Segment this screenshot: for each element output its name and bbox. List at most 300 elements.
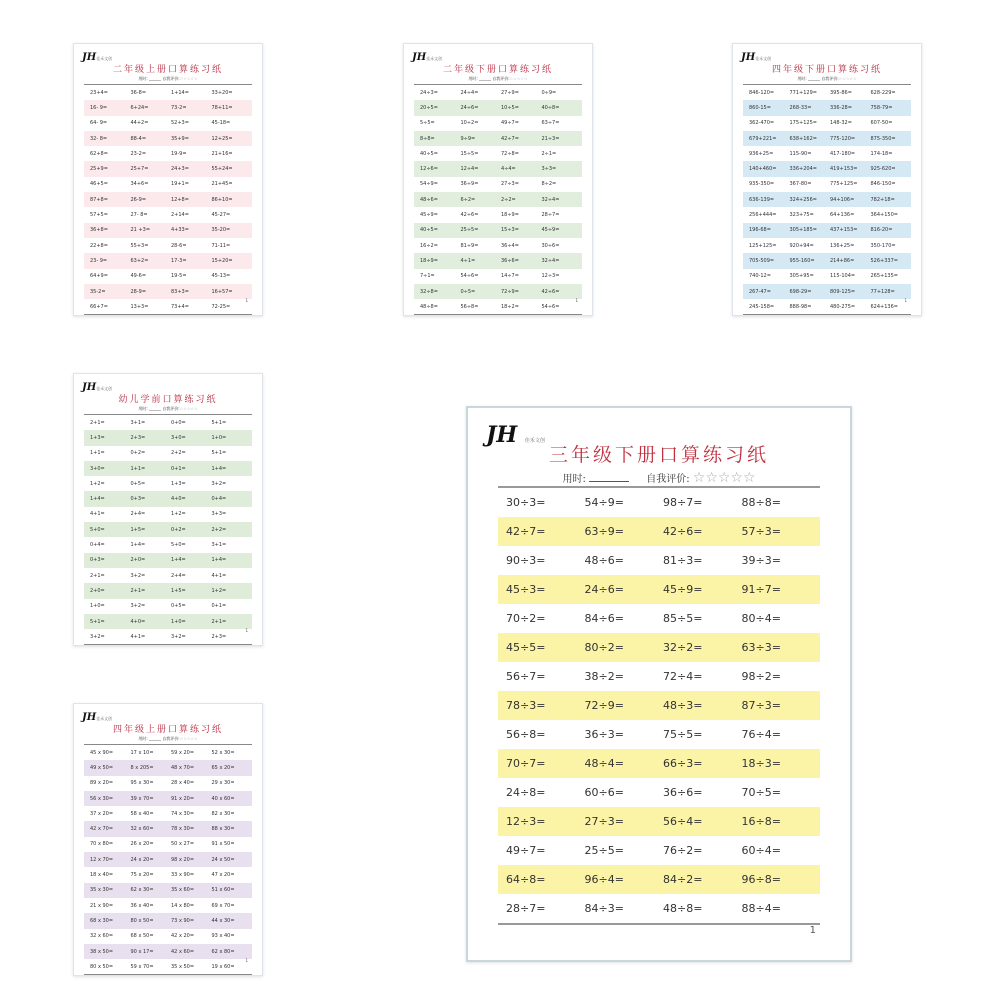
problem-cell[interactable]: 64- 9= xyxy=(90,120,108,127)
problem-cell[interactable]: 0÷5= xyxy=(460,288,476,295)
problem-cell[interactable]: 80 x 50= xyxy=(130,917,154,924)
problem-cell[interactable]: 81÷3= xyxy=(663,554,703,567)
problem-cell[interactable]: 75÷5= xyxy=(663,728,703,741)
problem-cell[interactable]: 62+8= xyxy=(90,150,108,157)
problem-cell[interactable]: 846-120= xyxy=(749,89,775,96)
problem-cell[interactable]: 64+9= xyxy=(90,273,108,280)
problem-cell[interactable]: 94+106= xyxy=(830,196,855,203)
problem-cell[interactable]: 48÷6= xyxy=(584,554,624,567)
problem-cell[interactable]: 45 x 90= xyxy=(90,749,114,756)
problem-cell[interactable]: 3+2= xyxy=(130,572,146,579)
problem-cell[interactable]: 82 x 30= xyxy=(211,810,235,817)
problem-cell[interactable]: 33+20= xyxy=(211,89,233,96)
problem-cell[interactable]: 78+11= xyxy=(211,104,233,111)
problem-cell[interactable]: 26 x 20= xyxy=(130,841,154,848)
problem-cell[interactable]: 47 x 20= xyxy=(211,872,235,879)
problem-cell[interactable]: 265+135= xyxy=(870,273,898,280)
problem-cell[interactable]: 24 x 20= xyxy=(130,856,154,863)
worksheet-grade2-first[interactable] xyxy=(73,43,263,316)
problem-cell[interactable]: 80÷4= xyxy=(741,612,781,625)
problem-cell[interactable]: 0+5= xyxy=(171,603,186,610)
problem-cell[interactable]: 1+4= xyxy=(211,465,227,472)
problem-cell[interactable]: 395-86= xyxy=(830,89,852,96)
problem-cell[interactable]: 4+0= xyxy=(171,496,186,503)
problem-cell[interactable]: 44+2= xyxy=(130,120,149,127)
problem-cell[interactable]: 24÷6= xyxy=(460,104,479,111)
problem-cell[interactable]: 636-139= xyxy=(749,196,775,203)
problem-cell[interactable]: 0+4= xyxy=(90,542,105,549)
problem-cell[interactable]: 1+0= xyxy=(90,603,105,610)
problem-cell[interactable]: 4÷1= xyxy=(460,257,476,264)
problem-cell[interactable]: 45-27= xyxy=(211,212,231,219)
problem-cell[interactable]: 71-11= xyxy=(211,242,231,249)
problem-cell[interactable]: 1+2= xyxy=(211,587,227,594)
problem-cell[interactable]: 4+1= xyxy=(211,572,227,579)
problem-cell[interactable]: 875-350= xyxy=(870,135,896,142)
problem-cell[interactable]: 21 +3= xyxy=(130,227,151,234)
problem-cell[interactable]: 56÷8= xyxy=(460,303,479,310)
problem-cell[interactable]: 18÷3= xyxy=(741,757,781,770)
problem-cell[interactable]: 25+7= xyxy=(130,166,149,173)
problem-cell[interactable]: 96÷8= xyxy=(741,873,781,886)
problem-cell[interactable]: 2+3= xyxy=(130,434,146,441)
problem-cell[interactable]: 42÷6= xyxy=(460,212,479,219)
problem-cell[interactable]: 2+1= xyxy=(130,587,146,594)
problem-cell[interactable]: 28-9= xyxy=(130,288,147,295)
problem-cell[interactable]: 350-170= xyxy=(870,242,896,249)
problem-cell[interactable]: 40 x 60= xyxy=(211,795,235,802)
problem-cell[interactable]: 72-25= xyxy=(211,303,231,310)
problem-cell[interactable]: 59 x 70= xyxy=(130,963,154,970)
problem-cell[interactable]: 84÷2= xyxy=(663,873,703,886)
problem-cell[interactable]: 52+3= xyxy=(171,120,189,127)
problem-cell[interactable]: 75 x 20= xyxy=(130,872,154,879)
problem-cell[interactable]: 42 x 70= xyxy=(90,826,114,833)
problem-cell[interactable]: 336+204= xyxy=(789,166,817,173)
problem-cell[interactable]: 16- 9= xyxy=(90,104,108,111)
problem-cell[interactable]: 40÷8= xyxy=(541,104,560,111)
problem-cell[interactable]: 1+5= xyxy=(171,587,186,594)
problem-cell[interactable]: 698-29= xyxy=(789,288,812,295)
problem-cell[interactable]: 45÷9= xyxy=(420,212,438,219)
problem-cell[interactable]: 256+444= xyxy=(749,212,777,219)
problem-cell[interactable]: 2+2= xyxy=(211,526,227,533)
problem-cell[interactable]: 45÷3= xyxy=(506,583,546,596)
problem-cell[interactable]: 88 x 30= xyxy=(211,826,235,833)
problem-cell[interactable]: 5+1= xyxy=(211,419,227,426)
problem-cell[interactable]: 12÷3= xyxy=(506,815,546,828)
problem-cell[interactable]: 84÷3= xyxy=(584,902,624,915)
problem-cell[interactable]: 14 x 80= xyxy=(171,902,195,909)
problem-cell[interactable]: 34+6= xyxy=(130,181,149,188)
problem-cell[interactable]: 36+8= xyxy=(90,227,108,234)
problem-cell[interactable]: 3+2= xyxy=(211,480,227,487)
problem-cell[interactable]: 607-50= xyxy=(870,120,893,127)
problem-cell[interactable]: 3+1= xyxy=(130,419,146,426)
problem-cell[interactable]: 32÷2= xyxy=(663,641,703,654)
problem-cell[interactable]: 3÷3= xyxy=(541,166,557,173)
problem-cell[interactable]: 5÷5= xyxy=(420,120,435,127)
problem-cell[interactable]: 70÷2= xyxy=(506,612,546,625)
problem-cell[interactable]: 36-8= xyxy=(130,89,147,96)
problem-cell[interactable]: 10÷5= xyxy=(501,104,519,111)
problem-cell[interactable]: 5+0= xyxy=(171,542,186,549)
problem-cell[interactable]: 36 x 40= xyxy=(130,902,154,909)
problem-cell[interactable]: 32- 8= xyxy=(90,135,108,142)
problem-cell[interactable]: 19-9= xyxy=(171,150,187,157)
problem-cell[interactable]: 63+2= xyxy=(130,257,149,264)
problem-cell[interactable]: 45÷9= xyxy=(663,583,703,596)
problem-cell[interactable]: 148-32= xyxy=(830,120,852,127)
problem-cell[interactable]: 0+2= xyxy=(171,526,186,533)
problem-cell[interactable]: 45-13= xyxy=(211,273,231,280)
problem-cell[interactable]: 5+1= xyxy=(90,618,105,625)
problem-cell[interactable]: 362-470= xyxy=(749,120,775,127)
problem-cell[interactable]: 305+95= xyxy=(789,273,814,280)
problem-cell[interactable]: 45÷9= xyxy=(541,227,560,234)
problem-cell[interactable]: 4+1= xyxy=(130,633,146,640)
problem-cell[interactable]: 98÷7= xyxy=(663,496,703,509)
time-blank[interactable] xyxy=(589,481,629,482)
problem-cell[interactable]: 23+4= xyxy=(90,89,108,96)
problem-cell[interactable]: 5+0= xyxy=(90,526,105,533)
problem-cell[interactable]: 35 x 60= xyxy=(171,887,195,894)
problem-cell[interactable]: 90 x 17= xyxy=(130,948,154,955)
problem-cell[interactable]: 35 x 30= xyxy=(90,887,114,894)
problem-cell[interactable]: 367-80= xyxy=(789,181,812,188)
problem-cell[interactable]: 76÷4= xyxy=(741,728,781,741)
problem-cell[interactable]: 56÷8= xyxy=(506,728,546,741)
problem-cell[interactable]: 87+8= xyxy=(90,196,108,203)
problem-cell[interactable]: 25÷5= xyxy=(460,227,479,234)
problem-cell[interactable]: 174-18= xyxy=(870,150,893,157)
problem-cell[interactable]: 925-620= xyxy=(870,166,896,173)
problem-cell[interactable]: 419+153= xyxy=(830,166,858,173)
problem-cell[interactable]: 12+25= xyxy=(211,135,233,142)
problem-cell[interactable]: 45-18= xyxy=(211,120,231,127)
problem-cell[interactable]: 48÷4= xyxy=(584,757,624,770)
problem-cell[interactable]: 0+1= xyxy=(171,465,186,472)
problem-cell[interactable]: 2+0= xyxy=(130,557,146,564)
problem-cell[interactable]: 74 x 30= xyxy=(171,810,195,817)
problem-cell[interactable]: 16÷8= xyxy=(741,815,781,828)
problem-cell[interactable]: 2+1= xyxy=(90,419,105,426)
problem-cell[interactable]: 21+16= xyxy=(211,150,233,157)
problem-cell[interactable]: 56 x 30= xyxy=(90,795,114,802)
problem-cell[interactable]: 49-6= xyxy=(130,273,147,280)
problem-cell[interactable]: 2÷1= xyxy=(541,150,557,157)
problem-cell[interactable]: 3+3= xyxy=(211,511,227,518)
problem-cell[interactable]: 91÷7= xyxy=(741,583,781,596)
problem-cell[interactable]: 638+162= xyxy=(789,135,817,142)
problem-cell[interactable]: 73+4= xyxy=(171,303,189,310)
problem-cell[interactable]: 1+4= xyxy=(90,496,105,503)
problem-cell[interactable]: 8÷8= xyxy=(420,135,435,142)
problem-cell[interactable]: 35+9= xyxy=(171,135,189,142)
problem-cell[interactable]: 87÷3= xyxy=(741,699,781,712)
problem-cell[interactable]: 42÷7= xyxy=(506,525,546,538)
problem-cell[interactable]: 72÷4= xyxy=(663,670,703,683)
problem-cell[interactable]: 36÷9= xyxy=(460,181,479,188)
problem-cell[interactable]: 42 x 20= xyxy=(171,933,195,940)
problem-cell[interactable]: 809-125= xyxy=(830,288,856,295)
problem-cell[interactable]: 437+153= xyxy=(830,227,858,234)
problem-cell[interactable]: 69 x 70= xyxy=(211,902,235,909)
problem-cell[interactable]: 936+25= xyxy=(749,150,774,157)
problem-cell[interactable]: 4+1= xyxy=(90,511,105,518)
problem-cell[interactable]: 1+14= xyxy=(171,89,189,96)
problem-cell[interactable]: 20÷5= xyxy=(420,104,438,111)
problem-cell[interactable]: 18 x 40= xyxy=(90,872,114,879)
problem-cell[interactable]: 782+18= xyxy=(870,196,895,203)
problem-cell[interactable]: 91 x 50= xyxy=(211,841,235,848)
problem-cell[interactable]: 1+2= xyxy=(171,511,186,518)
problem-cell[interactable]: 679+221= xyxy=(749,135,777,142)
worksheet-preschool[interactable] xyxy=(73,373,263,646)
worksheet-grade2-second[interactable] xyxy=(403,43,593,316)
problem-cell[interactable]: 72÷9= xyxy=(584,699,624,712)
problem-cell[interactable]: 771+129= xyxy=(789,89,817,96)
problem-cell[interactable]: 42÷6= xyxy=(541,288,560,295)
problem-cell[interactable]: 1+4= xyxy=(130,542,146,549)
problem-cell[interactable]: 72÷9= xyxy=(501,288,519,295)
problem-cell[interactable]: 4+33= xyxy=(171,227,189,234)
problem-cell[interactable]: 0+4= xyxy=(211,496,227,503)
problem-cell[interactable]: 49÷7= xyxy=(501,120,519,127)
problem-cell[interactable]: 64÷8= xyxy=(506,873,546,886)
problem-cell[interactable]: 88-4= xyxy=(130,135,147,142)
problem-cell[interactable]: 64+136= xyxy=(830,212,855,219)
problem-cell[interactable]: 28÷7= xyxy=(506,902,546,915)
problem-cell[interactable]: 42÷7= xyxy=(501,135,519,142)
problem-cell[interactable]: 52 x 30= xyxy=(211,749,235,756)
problem-cell[interactable]: 2÷2= xyxy=(501,196,516,203)
problem-cell[interactable]: 56÷4= xyxy=(663,815,703,828)
problem-cell[interactable]: 0+3= xyxy=(130,496,146,503)
problem-cell[interactable]: 63÷7= xyxy=(541,120,560,127)
problem-cell[interactable]: 1+1= xyxy=(130,465,146,472)
problem-cell[interactable]: 846-150= xyxy=(870,181,896,188)
problem-cell[interactable]: 73-2= xyxy=(171,104,187,111)
problem-cell[interactable]: 480-275= xyxy=(830,303,856,310)
problem-cell[interactable]: 88÷4= xyxy=(741,902,781,915)
problem-cell[interactable]: 888-98= xyxy=(789,303,812,310)
problem-cell[interactable]: 15+20= xyxy=(211,257,233,264)
problem-cell[interactable]: 50 x 27= xyxy=(171,841,195,848)
problem-cell[interactable]: 38 x 50= xyxy=(90,948,114,955)
problem-cell[interactable]: 15÷3= xyxy=(501,227,519,234)
problem-cell[interactable]: 66÷3= xyxy=(663,757,703,770)
problem-cell[interactable]: 28-6= xyxy=(171,242,187,249)
problem-cell[interactable]: 8 x 205= xyxy=(130,764,154,771)
problem-cell[interactable]: 2+2= xyxy=(171,450,186,457)
problem-cell[interactable]: 57÷3= xyxy=(741,525,781,538)
problem-cell[interactable]: 27÷3= xyxy=(584,815,624,828)
problem-cell[interactable]: 24+3= xyxy=(171,166,189,173)
problem-cell[interactable]: 3+0= xyxy=(90,465,105,472)
problem-cell[interactable]: 1+2= xyxy=(90,480,105,487)
problem-cell[interactable]: 48÷3= xyxy=(663,699,703,712)
problem-cell[interactable]: 2+0= xyxy=(90,587,105,594)
problem-cell[interactable]: 36÷4= xyxy=(501,242,519,249)
problem-cell[interactable]: 1+3= xyxy=(171,480,186,487)
problem-cell[interactable]: 2+14= xyxy=(171,212,189,219)
problem-cell[interactable]: 816-20= xyxy=(870,227,893,234)
problem-cell[interactable]: 1+4= xyxy=(211,557,227,564)
problem-cell[interactable]: 0+5= xyxy=(130,480,146,487)
star-rating-icon[interactable]: ☆☆☆☆☆ xyxy=(692,470,756,486)
problem-cell[interactable]: 24÷6= xyxy=(584,583,624,596)
problem-cell[interactable]: 26-9= xyxy=(130,196,147,203)
problem-cell[interactable]: 38÷2= xyxy=(584,670,624,683)
problem-cell[interactable]: 48÷6= xyxy=(420,196,438,203)
problem-cell[interactable]: 84÷6= xyxy=(584,612,624,625)
problem-cell[interactable]: 125+125= xyxy=(749,242,777,249)
problem-cell[interactable]: 3+0= xyxy=(171,434,186,441)
problem-cell[interactable]: 12÷6= xyxy=(420,166,438,173)
problem-cell[interactable]: 2+1= xyxy=(211,618,227,625)
problem-cell[interactable]: 0+1= xyxy=(211,603,227,610)
problem-cell[interactable]: 115-90= xyxy=(789,150,812,157)
problem-cell[interactable]: 54÷6= xyxy=(460,273,479,280)
problem-cell[interactable]: 23- 9= xyxy=(90,257,108,264)
problem-cell[interactable]: 32÷4= xyxy=(541,196,560,203)
problem-cell[interactable]: 21 x 90= xyxy=(90,902,114,909)
problem-cell[interactable]: 63÷9= xyxy=(584,525,624,538)
problem-cell[interactable]: 14÷7= xyxy=(501,273,519,280)
problem-cell[interactable]: 65 x 20= xyxy=(211,764,235,771)
problem-cell[interactable]: 33 x 90= xyxy=(171,872,195,879)
problem-cell[interactable]: 24÷8= xyxy=(506,786,546,799)
problem-cell[interactable]: 3+2= xyxy=(171,633,186,640)
problem-cell[interactable]: 68 x 50= xyxy=(130,933,154,940)
problem-cell[interactable]: 6÷2= xyxy=(460,196,476,203)
problem-cell[interactable]: 12÷4= xyxy=(460,166,479,173)
problem-cell[interactable]: 80÷2= xyxy=(584,641,624,654)
problem-cell[interactable]: 72÷8= xyxy=(501,150,519,157)
problem-cell[interactable]: 93 x 40= xyxy=(211,933,235,940)
problem-cell[interactable]: 624+136= xyxy=(870,303,898,310)
problem-cell[interactable]: 12 x 70= xyxy=(90,856,114,863)
problem-cell[interactable]: 30÷6= xyxy=(541,242,560,249)
problem-cell[interactable]: 51 x 60= xyxy=(211,887,235,894)
problem-cell[interactable]: 324+256= xyxy=(789,196,817,203)
problem-cell[interactable]: 42÷6= xyxy=(663,525,703,538)
problem-cell[interactable]: 775-120= xyxy=(830,135,856,142)
problem-cell[interactable]: 18÷2= xyxy=(501,303,519,310)
problem-cell[interactable]: 3+2= xyxy=(90,633,105,640)
problem-cell[interactable]: 98÷2= xyxy=(741,670,781,683)
problem-cell[interactable]: 13+3= xyxy=(130,303,149,310)
problem-cell[interactable]: 60÷4= xyxy=(741,844,781,857)
problem-cell[interactable]: 68 x 30= xyxy=(90,917,114,924)
problem-cell[interactable]: 39 x 70= xyxy=(130,795,154,802)
problem-cell[interactable]: 196-68= xyxy=(749,227,771,234)
problem-cell[interactable]: 45÷5= xyxy=(506,641,546,654)
problem-cell[interactable]: 30÷3= xyxy=(506,496,546,509)
problem-cell[interactable]: 860-15= xyxy=(749,104,771,111)
problem-cell[interactable]: 35 x 50= xyxy=(171,963,195,970)
problem-cell[interactable]: 4÷4= xyxy=(501,166,516,173)
problem-cell[interactable]: 18÷9= xyxy=(420,257,438,264)
problem-cell[interactable]: 48÷8= xyxy=(663,902,703,915)
worksheet-grade4-first[interactable] xyxy=(73,703,263,976)
problem-cell[interactable]: 16+57= xyxy=(211,288,233,295)
problem-cell[interactable]: 417-180= xyxy=(830,150,856,157)
problem-cell[interactable]: 1+0= xyxy=(211,434,227,441)
problem-cell[interactable]: 32 x 60= xyxy=(90,933,114,940)
problem-cell[interactable]: 88÷8= xyxy=(741,496,781,509)
problem-cell[interactable]: 6+24= xyxy=(130,104,149,111)
problem-cell[interactable]: 49 x 50= xyxy=(90,764,114,771)
problem-cell[interactable]: 78 x 30= xyxy=(171,826,195,833)
problem-cell[interactable]: 25+9= xyxy=(90,166,108,173)
problem-cell[interactable]: 70 x 80= xyxy=(90,841,114,848)
problem-cell[interactable]: 3+1= xyxy=(211,542,227,549)
problem-cell[interactable]: 935-350= xyxy=(749,181,775,188)
problem-cell[interactable]: 42 x 60= xyxy=(171,948,195,955)
problem-cell[interactable]: 12+8= xyxy=(171,196,189,203)
problem-cell[interactable]: 21÷3= xyxy=(541,135,560,142)
problem-cell[interactable]: 63÷3= xyxy=(741,641,781,654)
problem-cell[interactable]: 705-509= xyxy=(749,257,775,264)
problem-cell[interactable]: 86+10= xyxy=(211,196,233,203)
problem-cell[interactable]: 70÷7= xyxy=(506,757,546,770)
problem-cell[interactable]: 24÷3= xyxy=(420,89,438,96)
problem-cell[interactable]: 54÷9= xyxy=(584,496,624,509)
problem-cell[interactable]: 19 x 60= xyxy=(211,963,235,970)
problem-cell[interactable]: 140+460= xyxy=(749,166,777,173)
problem-cell[interactable]: 628-229= xyxy=(870,89,896,96)
problem-cell[interactable]: 66+7= xyxy=(90,303,108,310)
problem-cell[interactable]: 49÷7= xyxy=(506,844,546,857)
problem-cell[interactable]: 81÷9= xyxy=(460,242,479,249)
problem-cell[interactable]: 115-104= xyxy=(830,273,856,280)
problem-cell[interactable]: 25÷5= xyxy=(584,844,624,857)
problem-cell[interactable]: 40÷5= xyxy=(420,227,438,234)
problem-cell[interactable]: 60÷6= xyxy=(584,786,624,799)
problem-cell[interactable]: 0÷9= xyxy=(541,89,557,96)
problem-cell[interactable]: 89 x 20= xyxy=(90,780,114,787)
problem-cell[interactable]: 39÷3= xyxy=(741,554,781,567)
problem-cell[interactable]: 37 x 20= xyxy=(90,810,114,817)
problem-cell[interactable]: 32 x 60= xyxy=(130,826,154,833)
problem-cell[interactable]: 40÷5= xyxy=(420,150,438,157)
problem-cell[interactable]: 58 x 40= xyxy=(130,810,154,817)
problem-cell[interactable]: 364+150= xyxy=(870,212,898,219)
problem-cell[interactable]: 245-158= xyxy=(749,303,775,310)
problem-cell[interactable]: 36÷6= xyxy=(663,786,703,799)
problem-cell[interactable]: 1+4= xyxy=(171,557,186,564)
problem-cell[interactable]: 526+337= xyxy=(870,257,898,264)
problem-cell[interactable]: 35-20= xyxy=(211,227,231,234)
problem-cell[interactable]: 9÷9= xyxy=(460,135,476,142)
problem-cell[interactable]: 27÷3= xyxy=(501,181,519,188)
problem-cell[interactable]: 90÷3= xyxy=(506,554,546,567)
problem-cell[interactable]: 44 x 30= xyxy=(211,917,235,924)
problem-cell[interactable]: 62 x 30= xyxy=(130,887,154,894)
problem-cell[interactable]: 4+0= xyxy=(130,618,146,625)
problem-cell[interactable]: 323+75= xyxy=(789,212,814,219)
problem-cell[interactable]: 27- 8= xyxy=(130,212,148,219)
problem-cell[interactable]: 955-160= xyxy=(789,257,815,264)
problem-cell[interactable]: 136+25= xyxy=(830,242,855,249)
problem-cell[interactable]: 0+2= xyxy=(130,450,146,457)
problem-cell[interactable]: 24÷4= xyxy=(460,89,479,96)
problem-cell[interactable]: 336-28= xyxy=(830,104,852,111)
problem-cell[interactable]: 32÷4= xyxy=(541,257,560,264)
problem-cell[interactable]: 7÷1= xyxy=(420,273,435,280)
